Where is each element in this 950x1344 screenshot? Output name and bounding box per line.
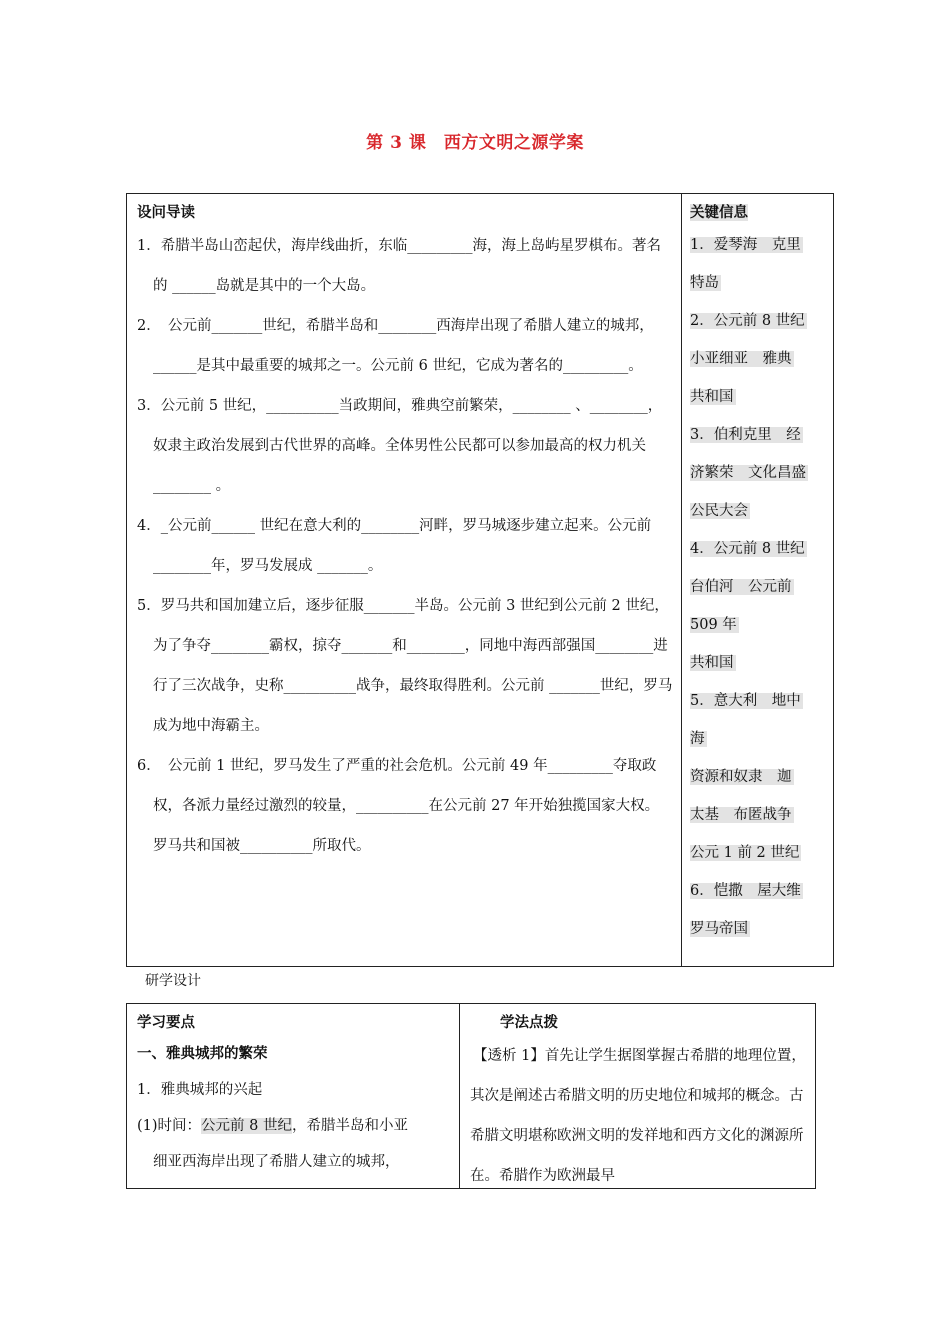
section-heading: 一、雅典城邦的繁荣 — [137, 1045, 268, 1062]
study-points-column — [137, 1010, 452, 1180]
key-line: 3．伯利克里 经 — [690, 427, 801, 443]
key-line: 小亚细亚 雅典 — [690, 351, 792, 367]
key-line: 台伯河 公元前 — [690, 579, 792, 595]
key-line: 太基 布匿战争 — [690, 807, 792, 823]
question-item: 2． 公元前_______世纪，希腊半岛和________西海岸出现了希腊人建立的城邦， ______是其中最重要的城邦之一。公元前 6 世纪，它成为著名的_________。 — [137, 318, 654, 374]
questions-header: 设问导读 — [137, 204, 195, 221]
question-item: 1．希腊半岛山峦起伏，海岸线曲折，东临_________海，海上岛屿星罗棋布。著名的 ______岛就是其中的一个大岛。 — [137, 238, 661, 294]
key-info-column — [690, 200, 828, 948]
key-line: 6．恺撒 屋大维 — [690, 883, 801, 899]
key-line: 共和国 — [690, 389, 734, 405]
question-item: 5．罗马共和国加建立后，逐步征服_______半岛。公元前 3 世纪到公元前 2 世纪，为了争夺________霸权，掠夺_______和________，同地中海西部强国________进行了三次战争，史称__________战争，最终取得胜利。公元前 _______世纪，罗马成为地中海霸主。 — [137, 598, 673, 734]
key-line: 1．爱琴海 克里 — [690, 237, 801, 253]
key-line: 资源和奴隶 迦 — [690, 769, 792, 785]
point-detail-cont: 细亚西海岸出现了希腊人建立的城邦， — [153, 1154, 400, 1170]
column-divider — [459, 1004, 460, 1188]
key-info-header: 关键信息 — [690, 204, 748, 221]
key-line: 海 — [690, 731, 705, 747]
highlighted-answer: 公元前 8 世纪 — [201, 1118, 292, 1134]
method-tips-header: 学法点拨 — [500, 1014, 558, 1031]
study-design-table — [126, 1003, 816, 1189]
key-line: 公民大会 — [690, 503, 748, 519]
section-caption: 研学设计 — [145, 973, 201, 989]
key-line: 罗马帝国 — [690, 921, 748, 937]
question-item: 6． 公元前 1 世纪，罗马发生了严重的社会危机。公元前 49 年_________夺取政权，各派力量经过激烈的较量，__________在公元前 27 年开始独揽国家大权。罗马共和国被__________所取代。 — [137, 758, 660, 854]
column-divider — [681, 194, 682, 966]
method-tip-text: 【透析 1】首先让学生据图掌握古希腊的地理位置，其次是阐述古希腊文明的历史地位和城邦的概念。古希腊文明堪称欧洲文明的发祥地和西方文化的渊源所在。希腊作为欧洲最早 — [470, 1048, 806, 1184]
key-line: 4．公元前 8 世纪 — [690, 541, 805, 557]
page-title: 第 3 课 西方文明之源学案 — [366, 133, 584, 153]
key-line: 2．公元前 8 世纪 — [690, 313, 805, 329]
questions-column — [137, 200, 673, 866]
point-detail: (1)时间：公元前 8 世纪，希腊半岛和小亚 — [137, 1118, 408, 1134]
question-item: 3．公元前 5 世纪，__________当政期间，雅典空前繁荣，________ 、________，奴隶主政治发展到古代世界的高峰。全体男性公民都可以参加最高的权力机关 ________ 。 — [137, 398, 663, 494]
study-points-header: 学习要点 — [137, 1014, 195, 1031]
method-tips-column — [470, 1010, 810, 1196]
point-heading: 1．雅典城邦的兴起 — [137, 1082, 263, 1098]
key-line: 特岛 — [690, 275, 719, 291]
key-line: 5．意大利 地中 — [690, 693, 801, 709]
key-line: 共和国 — [690, 655, 734, 671]
key-line: 公元 1 前 2 世纪 — [690, 845, 800, 861]
key-line: 509 年 — [690, 617, 737, 633]
question-item: 4．_公元前______ 世纪在意大利的________河畔，罗马城逐步建立起来。公元前 ________年，罗马发展成 _______。 — [137, 518, 652, 574]
key-line: 济繁荣 文化昌盛 — [690, 465, 806, 481]
guided-reading-table — [126, 193, 834, 967]
